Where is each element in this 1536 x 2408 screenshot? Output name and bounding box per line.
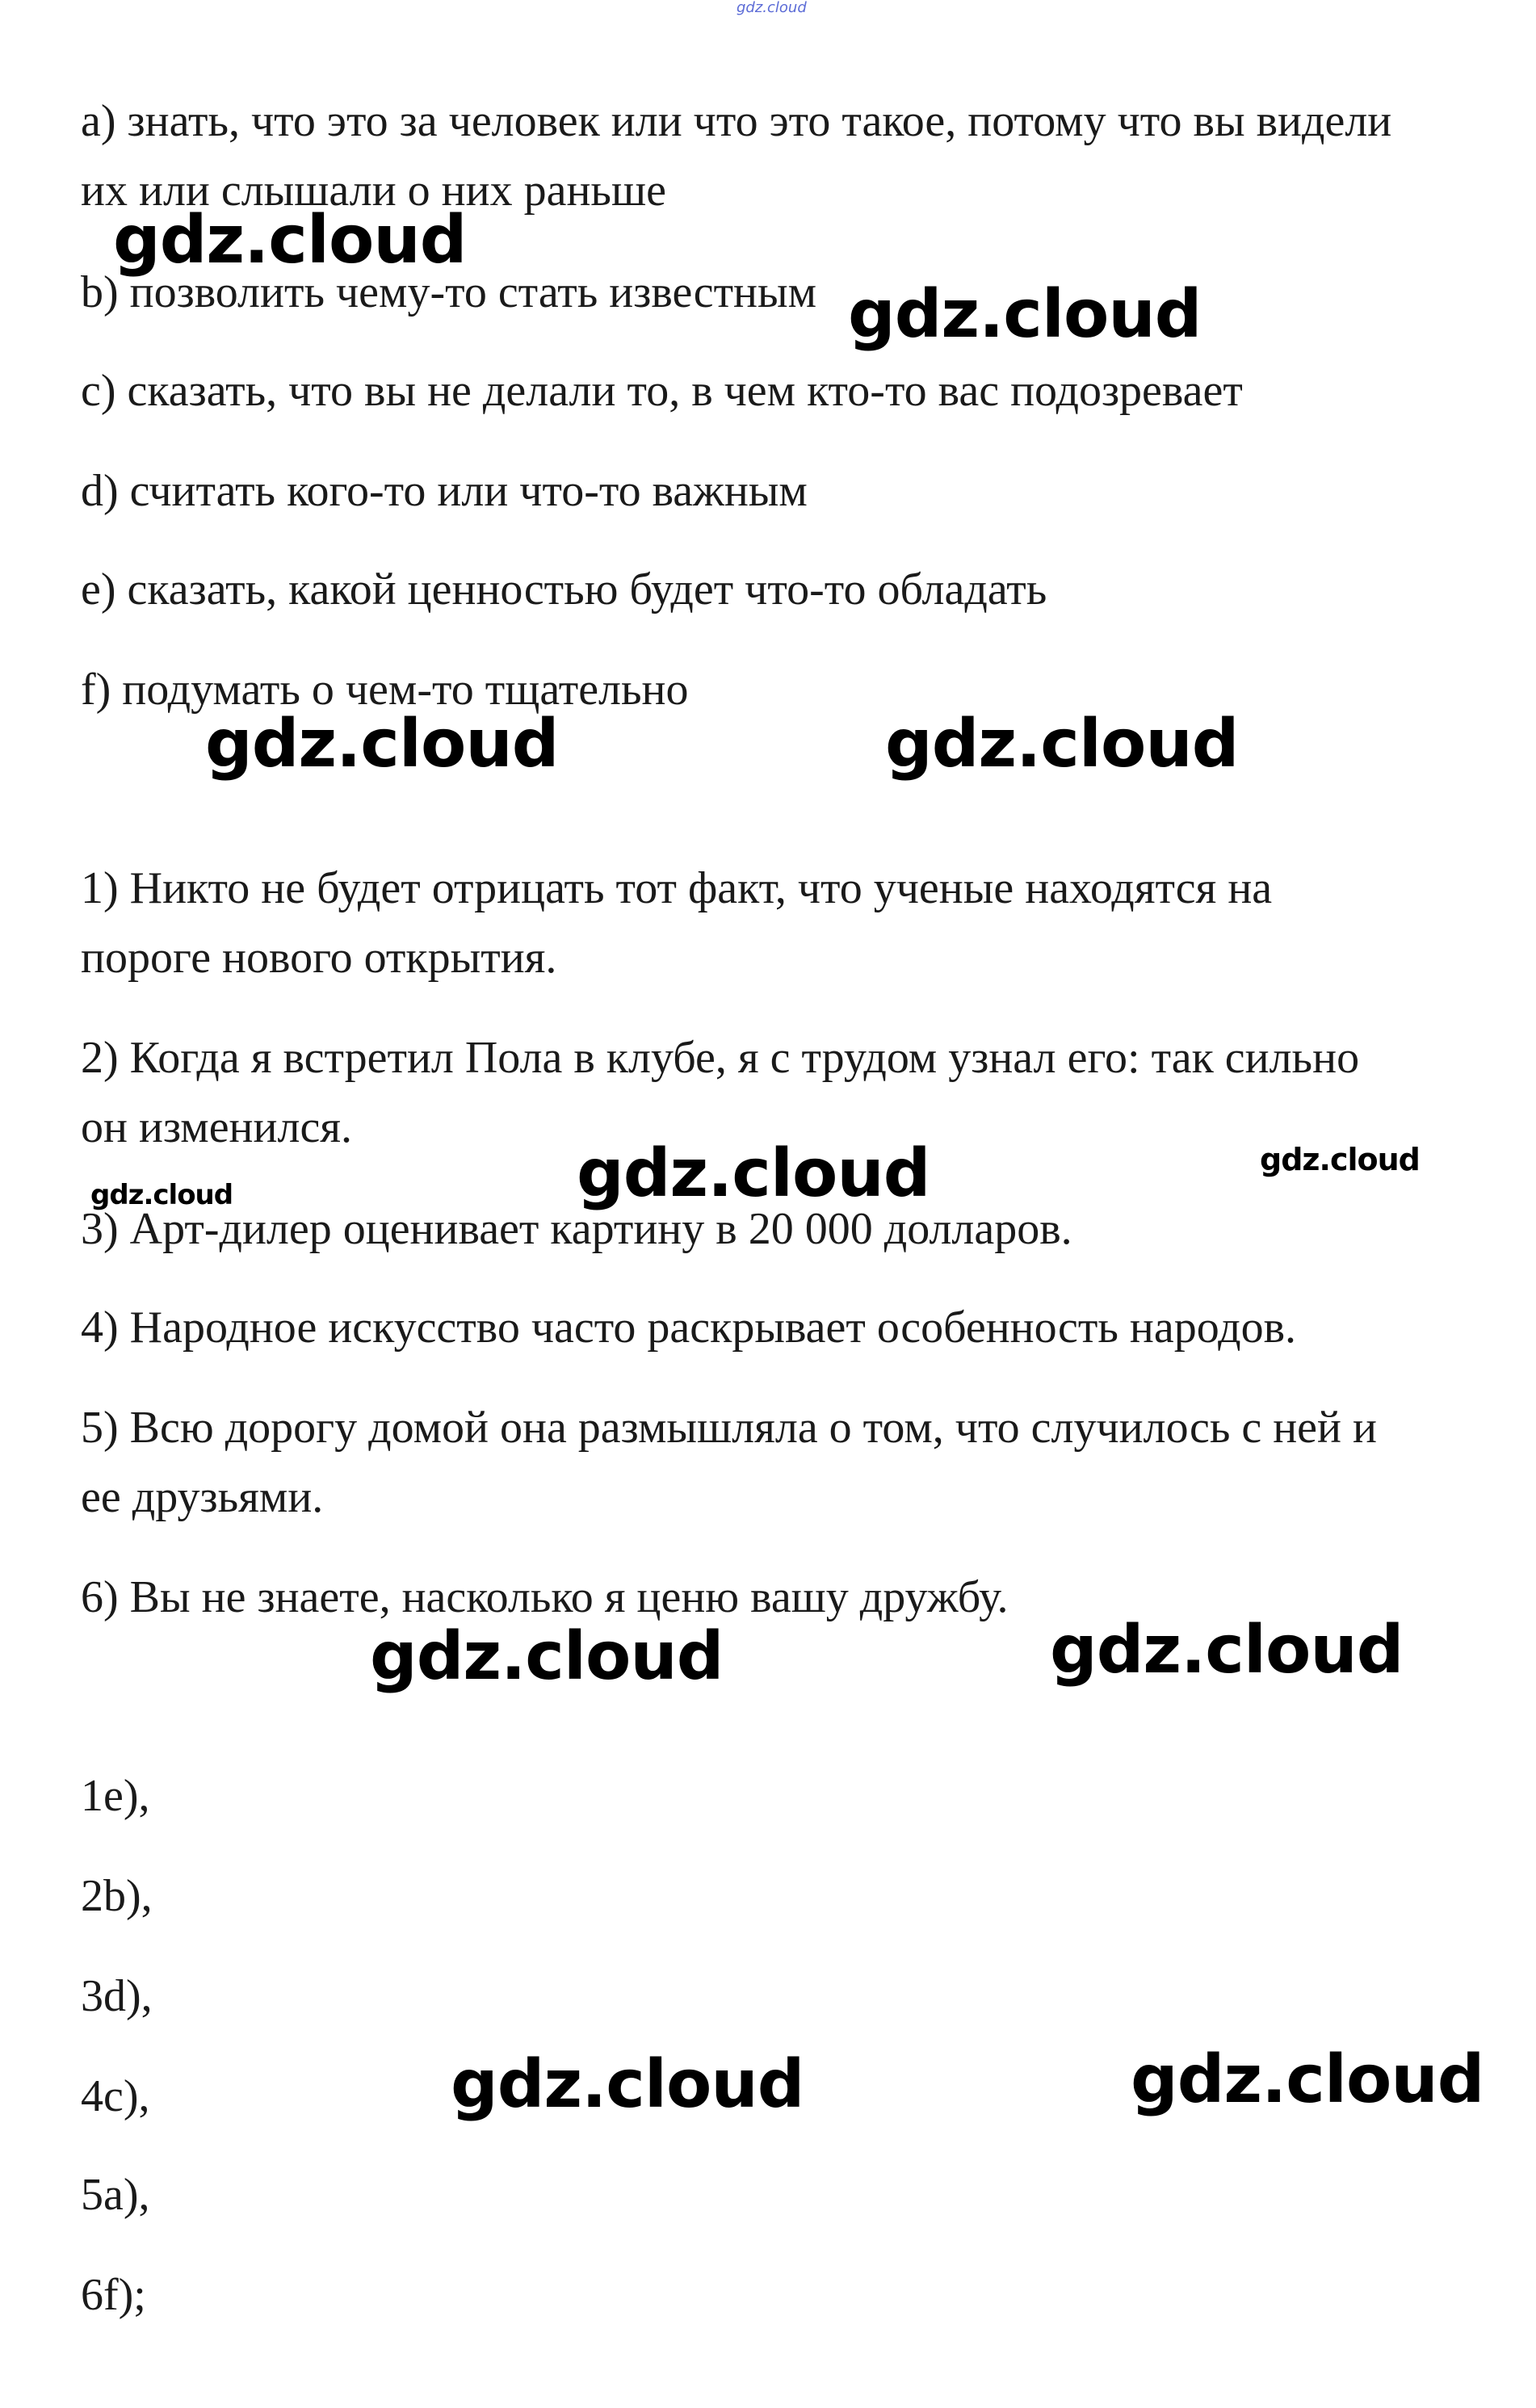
definition-c: c) сказать, что вы не делали то, в чем кто-то вас подозревает — [81, 366, 1243, 416]
answer-1: 1e), — [81, 1771, 150, 1821]
definition-d: d) считать кого-то или что-то важным — [81, 466, 808, 516]
watermark: gdz.cloud — [1050, 1612, 1404, 1689]
watermark: gdz.cloud — [370, 1618, 724, 1695]
sentence-2-line2: он изменился. — [81, 1102, 353, 1152]
answer-2: 2b), — [81, 1871, 153, 1921]
definition-a-line1: a) знать, что это за человек или что это такое, потому что вы видели — [81, 96, 1392, 146]
sentence-1-line2: пороге нового открытия. — [81, 933, 557, 983]
watermark: gdz.cloud — [90, 1179, 233, 1211]
answer-4: 4c), — [81, 2071, 150, 2121]
answer-6: 6f); — [81, 2270, 146, 2320]
sentence-3: 3) Арт-дилер оценивает картину в 20 000 долларов. — [81, 1204, 1072, 1254]
definition-e: e) сказать, какой ценностью будет что-то обладать — [81, 564, 1047, 615]
answer-3: 3d), — [81, 1971, 153, 2021]
sentence-2-line1: 2) Когда я встретил Пола в клубе, я с трудом узнал его: так сильно — [81, 1033, 1360, 1083]
watermark: gdz.cloud — [885, 706, 1239, 782]
sentence-5-line2: ее друзьями. — [81, 1472, 324, 1522]
sentence-1-line1: 1) Никто не будет отрицать тот факт, что ученые находятся на — [81, 863, 1273, 913]
sentence-6: 6) Вы не знаете, насколько я ценю вашу дружбу. — [81, 1572, 1009, 1622]
definition-f: f) подумать о чем-то тщательно — [81, 665, 689, 715]
watermark-top: gdz.cloud — [737, 0, 807, 16]
watermark: gdz.cloud — [848, 276, 1202, 353]
watermark: gdz.cloud — [451, 2046, 804, 2123]
answer-5: 5a), — [81, 2170, 150, 2220]
sentence-5-line1: 5) Всю дорогу домой она размышляла о том, что случилось с ней и — [81, 1403, 1377, 1453]
definition-b: b) позволить чему-то стать известным — [81, 267, 817, 317]
watermark: gdz.cloud — [577, 1135, 930, 1212]
sentence-4: 4) Народное искусство часто раскрывает особенность народов. — [81, 1303, 1297, 1353]
watermark: gdz.cloud — [205, 706, 559, 782]
watermark: gdz.cloud — [113, 202, 467, 279]
watermark: gdz.cloud — [1131, 2041, 1484, 2118]
definition-a-line2: их или слышали о них раньше — [81, 166, 666, 216]
watermark: gdz.cloud — [1260, 1142, 1420, 1177]
